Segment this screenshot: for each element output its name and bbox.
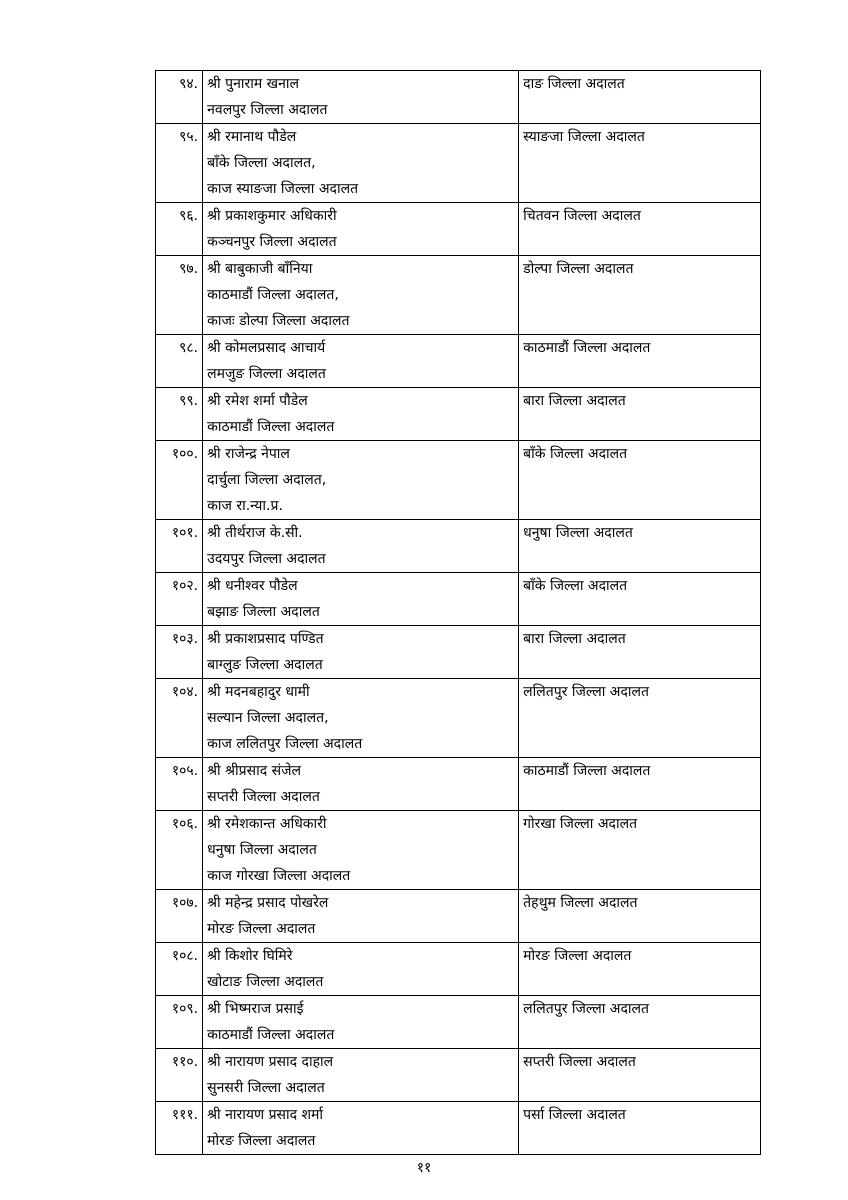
current-posting: सल्यान जिल्ला अदालत, (207, 710, 329, 726)
serial-number: ९४. (156, 71, 203, 124)
table-row (156, 203, 761, 256)
current-posting: काठमाडौं जिल्ला अदालत (207, 419, 335, 435)
current-posting: काठमाडौं जिल्ला अदालत (207, 1027, 335, 1043)
judge-name: श्री तीर्थराज के.सी. (207, 525, 303, 541)
table-row (156, 1102, 761, 1155)
judge-name: श्री कोमलप्रसाद आचार्य (207, 340, 326, 356)
table-row (156, 811, 761, 890)
current-posting: नवलपुर जिल्ला अदालत (207, 102, 328, 118)
current-posting: बाँके जिल्ला अदालत, (207, 155, 316, 171)
judge-details-cell (203, 758, 519, 811)
judge-details-cell (203, 811, 519, 890)
new-court: मोरङ जिल्ला अदालत (519, 943, 761, 996)
new-court: पर्सा जिल्ला अदालत (519, 1102, 761, 1155)
table-row (156, 626, 761, 679)
judge-details-cell (203, 124, 519, 203)
serial-number: १०६. (156, 811, 203, 890)
judge-details-cell (203, 441, 519, 520)
new-court: दाङ जिल्ला अदालत (519, 71, 761, 124)
serial-number: ११०. (156, 1049, 203, 1102)
current-posting: बझाङ जिल्ला अदालत (207, 604, 320, 620)
serial-number: १०३. (156, 626, 203, 679)
judge-name: श्री प्रकाशप्रसाद पण्डित (207, 631, 324, 647)
current-posting: दार्चुला जिल्ला अदालत, (207, 472, 327, 488)
table-row (156, 573, 761, 626)
judge-details-cell (203, 388, 519, 441)
judge-name: श्री भिष्मराज प्रसाई (207, 1001, 304, 1017)
table-row (156, 388, 761, 441)
new-court: डोल्पा जिल्ला अदालत (519, 256, 761, 335)
judge-name: श्री रमानाथ पौडेल (207, 129, 297, 145)
judge-details-cell (203, 203, 519, 256)
table-row (156, 758, 761, 811)
table-row (156, 520, 761, 573)
serial-number: ९७. (156, 256, 203, 335)
current-posting: काठमाडौं जिल्ला अदालत, (207, 287, 339, 303)
serial-number: १११. (156, 1102, 203, 1155)
new-court: ललितपुर जिल्ला अदालत (519, 996, 761, 1049)
current-posting: खोटाङ जिल्ला अदालत (207, 974, 324, 990)
table-row (156, 335, 761, 388)
new-court: धनुषा जिल्ला अदालत (519, 520, 761, 573)
judge-name: श्री पुनाराम खनाल (207, 76, 299, 92)
current-posting: काज गोरखा जिल्ला अदालत (207, 868, 351, 884)
judge-details-cell (203, 520, 519, 573)
judge-name: श्री रमेशकान्त अधिकारी (207, 816, 327, 832)
current-posting: काज रा.न्या.प्र. (207, 498, 283, 514)
judge-details-cell (203, 890, 519, 943)
table-row (156, 124, 761, 203)
judge-name: श्री मदनबहादुर धामी (207, 684, 310, 700)
judge-details-cell (203, 1102, 519, 1155)
serial-number: १०८. (156, 943, 203, 996)
table-row (156, 943, 761, 996)
table-row (156, 256, 761, 335)
current-posting: मोरङ जिल्ला अदालत (207, 1133, 316, 1149)
new-court: काठमाडौं जिल्ला अदालत (519, 335, 761, 388)
new-court: काठमाडौं जिल्ला अदालत (519, 758, 761, 811)
current-posting: काज स्याङजा जिल्ला अदालत (207, 181, 359, 197)
current-posting: धनुषा जिल्ला अदालत (207, 842, 317, 858)
judge-details-cell (203, 71, 519, 124)
judge-name: श्री बाबुकाजी बाँनिया (207, 261, 313, 277)
judge-details-cell (203, 679, 519, 758)
judge-details-cell (203, 256, 519, 335)
judge-name: श्री नारायण प्रसाद दाहाल (207, 1054, 334, 1070)
serial-number: ९९. (156, 388, 203, 441)
table-row (156, 71, 761, 124)
new-court: बारा जिल्ला अदालत (519, 626, 761, 679)
serial-number: १०७. (156, 890, 203, 943)
current-posting: सुनसरी जिल्ला अदालत (207, 1080, 325, 1096)
judge-name: श्री महेन्द्र प्रसाद पोखरेल (207, 895, 329, 911)
table-row (156, 441, 761, 520)
new-court: बारा जिल्ला अदालत (519, 388, 761, 441)
current-posting: लमजुङ जिल्ला अदालत (207, 366, 326, 382)
current-posting: कञ्चनपुर जिल्ला अदालत (207, 234, 337, 250)
judge-name: श्री रमेश शर्मा पौडेल (207, 393, 308, 409)
new-court: सप्तरी जिल्ला अदालत (519, 1049, 761, 1102)
judge-details-cell (203, 943, 519, 996)
table-row (156, 1049, 761, 1102)
serial-number: ९५. (156, 124, 203, 203)
serial-number: ९८. (156, 335, 203, 388)
judge-details-cell (203, 335, 519, 388)
serial-number: ९६. (156, 203, 203, 256)
table-row (156, 996, 761, 1049)
new-court: बाँके जिल्ला अदालत (519, 441, 761, 520)
judge-name: श्री किशोर घिमिरे (207, 948, 293, 964)
serial-number: १०५. (156, 758, 203, 811)
page-number: ११ (416, 1160, 432, 1176)
serial-number: १०१. (156, 520, 203, 573)
current-posting: बाग्लुङ जिल्ला अदालत (207, 657, 323, 673)
current-posting: काज ललितपुर जिल्ला अदालत (207, 736, 363, 752)
serial-number: १०९. (156, 996, 203, 1049)
serial-number: १०४. (156, 679, 203, 758)
current-posting: मोरङ जिल्ला अदालत (207, 921, 316, 937)
table-row (156, 890, 761, 943)
judge-name: श्री धनीश्वर पौडेल (207, 578, 298, 594)
new-court: चितवन जिल्ला अदालत (519, 203, 761, 256)
new-court: तेहथुम जिल्ला अदालत (519, 890, 761, 943)
new-court: स्याङजा जिल्ला अदालत (519, 124, 761, 203)
new-court: गोरखा जिल्ला अदालत (519, 811, 761, 890)
serial-number: १०२. (156, 573, 203, 626)
judge-name: श्री श्रीप्रसाद संजेल (207, 763, 301, 779)
table-row (156, 679, 761, 758)
judge-name: श्री नारायण प्रसाद शर्मा (207, 1107, 324, 1123)
judge-details-cell (203, 573, 519, 626)
judge-details-cell (203, 626, 519, 679)
judge-details-cell (203, 996, 519, 1049)
transfer-table (155, 70, 761, 1155)
current-posting: काजः डोल्पा जिल्ला अदालत (207, 313, 350, 329)
new-court: ललितपुर जिल्ला अदालत (519, 679, 761, 758)
table-body (156, 71, 761, 1155)
current-posting: सप्तरी जिल्ला अदालत (207, 789, 320, 805)
serial-number: १००. (156, 441, 203, 520)
judge-name: श्री राजेन्द्र नेपाल (207, 446, 290, 462)
judge-details-cell (203, 1049, 519, 1102)
current-posting: उदयपुर जिल्ला अदालत (207, 551, 326, 567)
judge-name: श्री प्रकाशकुमार अधिकारी (207, 208, 337, 224)
new-court: बाँके जिल्ला अदालत (519, 573, 761, 626)
